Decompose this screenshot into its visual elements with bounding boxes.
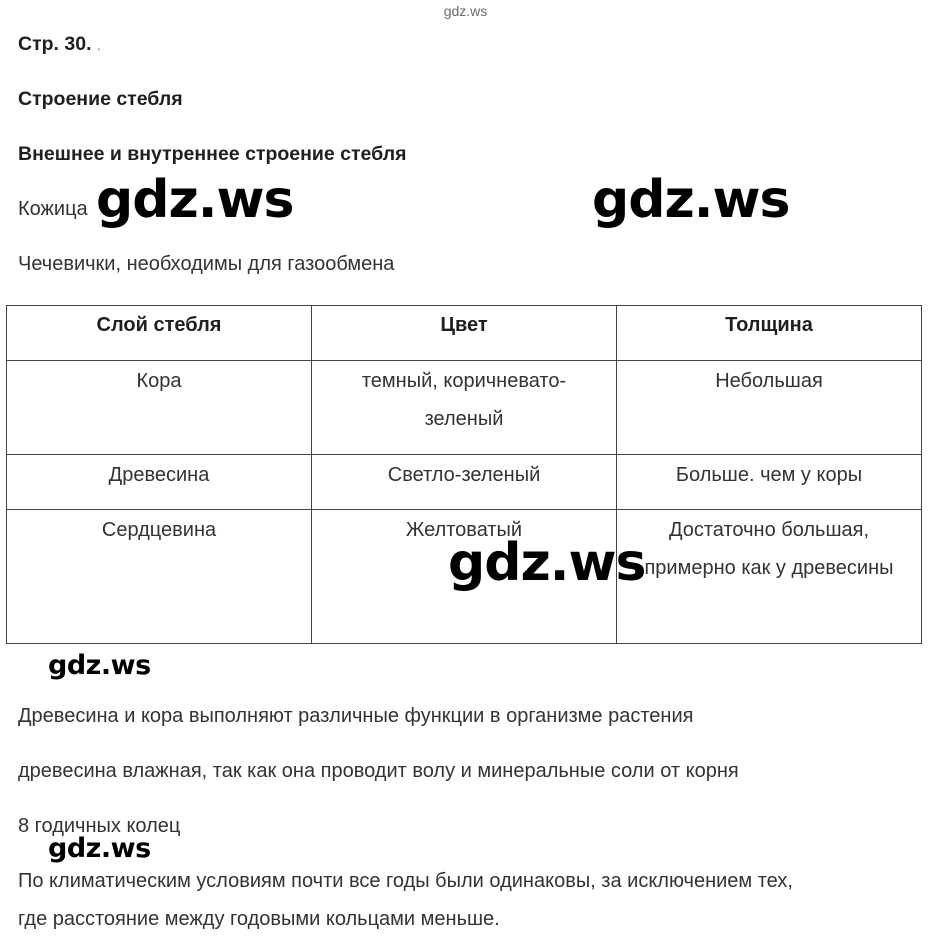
answer-functions: Древесина и кора выполняют различные функции в организме растения	[18, 705, 694, 727]
subsection-title: Внешнее и внутреннее строение стебля	[18, 143, 407, 165]
table-cell: Сердцевина	[7, 510, 312, 644]
watermark-center: gdz.ws	[448, 533, 646, 593]
page-reference	[18, 33, 101, 56]
table-cell: Больше. чем у коры	[617, 455, 922, 510]
stem-layers-table	[6, 305, 922, 644]
watermark-right: gdz.ws	[592, 170, 790, 230]
table-cell: Желтоватый	[312, 510, 617, 644]
table-cell: Кора	[7, 361, 312, 455]
watermark-top: gdz.ws	[443, 3, 488, 19]
table-row	[7, 361, 922, 455]
table-header-row	[7, 306, 922, 361]
table-cell: Небольшая	[617, 361, 922, 455]
table-header-cell: Толщина	[617, 306, 922, 361]
watermark-small-upper: gdz.ws	[48, 650, 151, 681]
answer-climate-line2: где расстояние между годовыми кольцами меньше.	[18, 908, 500, 930]
watermark-small-lower: gdz.ws	[48, 833, 151, 864]
answer-annual-rings: 8 годичных колец	[18, 815, 181, 837]
section-title: Строение стебля	[18, 88, 183, 110]
answer-climate-line1: По климатическим условиям почти все годы были одинаковы, за исключением тех,	[18, 870, 793, 892]
page-reference-text: Стр. 30.	[18, 33, 92, 55]
table-cell: Светло-зеленый	[312, 455, 617, 510]
answer-wood-moisture: древесина влажная, так как она проводит волу и минеральные соли от корня	[18, 760, 739, 782]
table-cell: Древесина	[7, 455, 312, 510]
table-cell: Достаточно большая, примерно как у древесины	[617, 510, 922, 644]
table-cell: темный, коричневато-зеленый	[312, 361, 617, 455]
answer-skin: Кожица	[18, 198, 88, 220]
table-row	[7, 455, 922, 510]
table-header-cell: Цвет	[312, 306, 617, 361]
answer-lenticels: Чечевички, необходимы для газообмена	[18, 253, 395, 275]
table-header-cell: Слой стебля	[7, 306, 312, 361]
page-reference-mark: .	[96, 37, 101, 53]
watermark-left: gdz.ws	[96, 170, 294, 230]
